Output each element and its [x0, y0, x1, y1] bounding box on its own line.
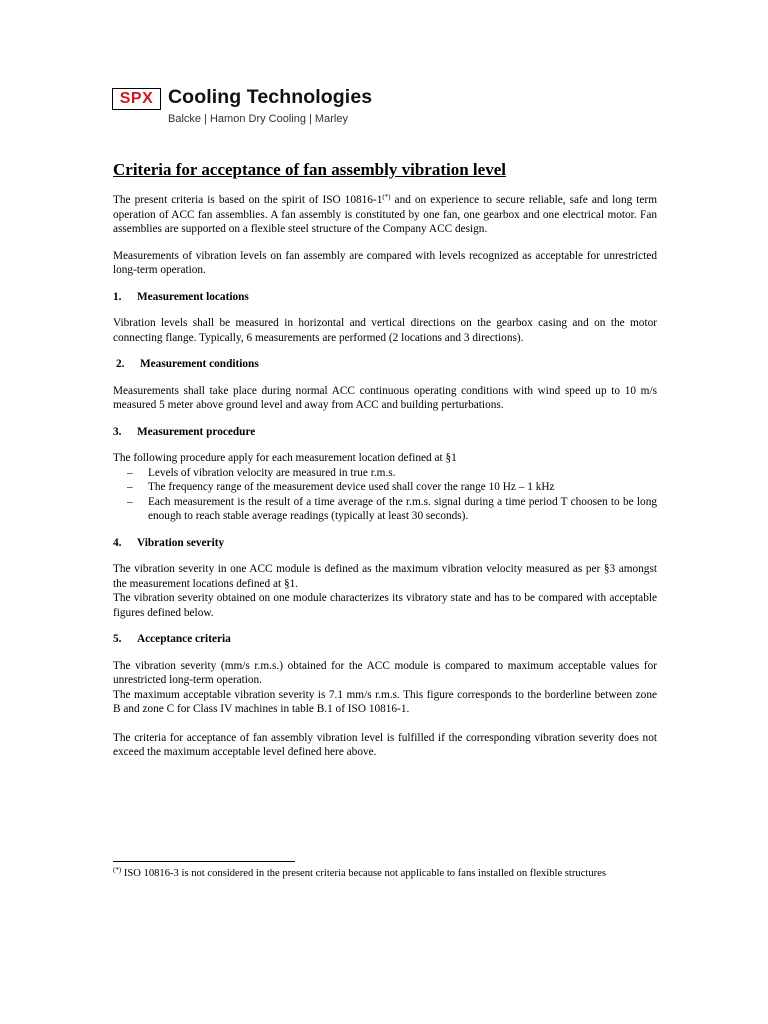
- section-heading-1: 1. Measurement locations: [113, 290, 249, 303]
- section-heading-5: 5. Acceptance criteria: [113, 633, 231, 645]
- section-4-paragraph-2: The vibration severity obtained on one module characterizes its vibratory state and has to be compared with acceptable figures defined below.: [113, 592, 657, 619]
- section-4-paragraph-1: The vibration severity in one ACC module is defined as the maximum vibration velocity measured as per §3 amongst the measurement locations defined at §1.: [113, 563, 657, 590]
- spx-badge: SPX: [112, 88, 161, 110]
- logo-title: Cooling Technologies: [168, 86, 373, 108]
- intro-paragraph-2: Measurements of vibration levels on fan assembly are compared with levels recognized as acceptable for unrestricted long-term operation.: [113, 249, 657, 276]
- section-heading-3: 3. Measurement procedure: [113, 425, 256, 438]
- section-1-paragraph: Vibration levels shall be measured in horizontal and vertical directions on the gearbox casing and on the motor connecting flange. Typically, 6 measurements are performed (2 locations and 3 directions).: [113, 317, 657, 344]
- section-heading-2: 2. Measurement conditions: [116, 358, 259, 370]
- footnote-reference: (*): [382, 193, 391, 201]
- logo-subtitle: Balcke | Hamon Dry Cooling | Marley: [168, 113, 348, 125]
- list-item: – The frequency range of the measurement device used shall cover the range 10 Hz – 1 kHz: [127, 481, 555, 493]
- intro-paragraph: The present criteria is based on the spirit of ISO 10816-1(*) and on experience to secure reliable, safe and long term operation of ACC fan assemblies. A fan assembly is constituted by one fan, one gearbox and one electrical motor. Fan assemblies are supported on a flexible steel structure of the Company ACC design.: [113, 193, 657, 235]
- section-5-paragraph-3: The criteria for acceptance of fan assembly vibration level is fulfilled if the corresponding vibration severity does not exceed the maximum acceptable level defined here above.: [113, 731, 657, 758]
- section-3-lead: The following procedure apply for each measurement location defined at §1: [113, 452, 457, 464]
- footnote-mark: (*): [113, 866, 122, 874]
- footnote-separator: [113, 861, 295, 862]
- section-5-paragraph-2: The maximum acceptable vibration severity is 7.1 mm/s r.m.s. This figure corresponds to the borderline between zone B and zone C for Class IV machines in table B.1 of ISO 10816-1.: [113, 688, 657, 715]
- footnote: (*) ISO 10816-3 is not considered in the present criteria because not applicable to fans installed on flexible structures: [113, 866, 606, 879]
- section-2-paragraph: Measurements shall take place during normal ACC continuous operating conditions with wind speed up to 10 m/s measured 5 meter above ground level and away from ACC and building perturbations.: [113, 384, 657, 411]
- document-title: Criteria for acceptance of fan assembly vibration level: [113, 160, 506, 179]
- list-item: – Levels of vibration velocity are measured in true r.m.s.: [127, 466, 396, 479]
- procedure-list: [113, 466, 657, 524]
- section-5-paragraph-1: The vibration severity (mm/s r.m.s.) obtained for the ACC module is compared to maximum acceptable values for unrestricted long-term operation.: [113, 659, 657, 686]
- document-body: [113, 160, 657, 772]
- section-heading-4: 4. Vibration severity: [113, 536, 225, 549]
- list-item: – Each measurement is the result of a time average of the r.m.s. signal during a time period T choosen to be long enough to reach stable average readings (typically at least 30 seconds).: [127, 495, 657, 522]
